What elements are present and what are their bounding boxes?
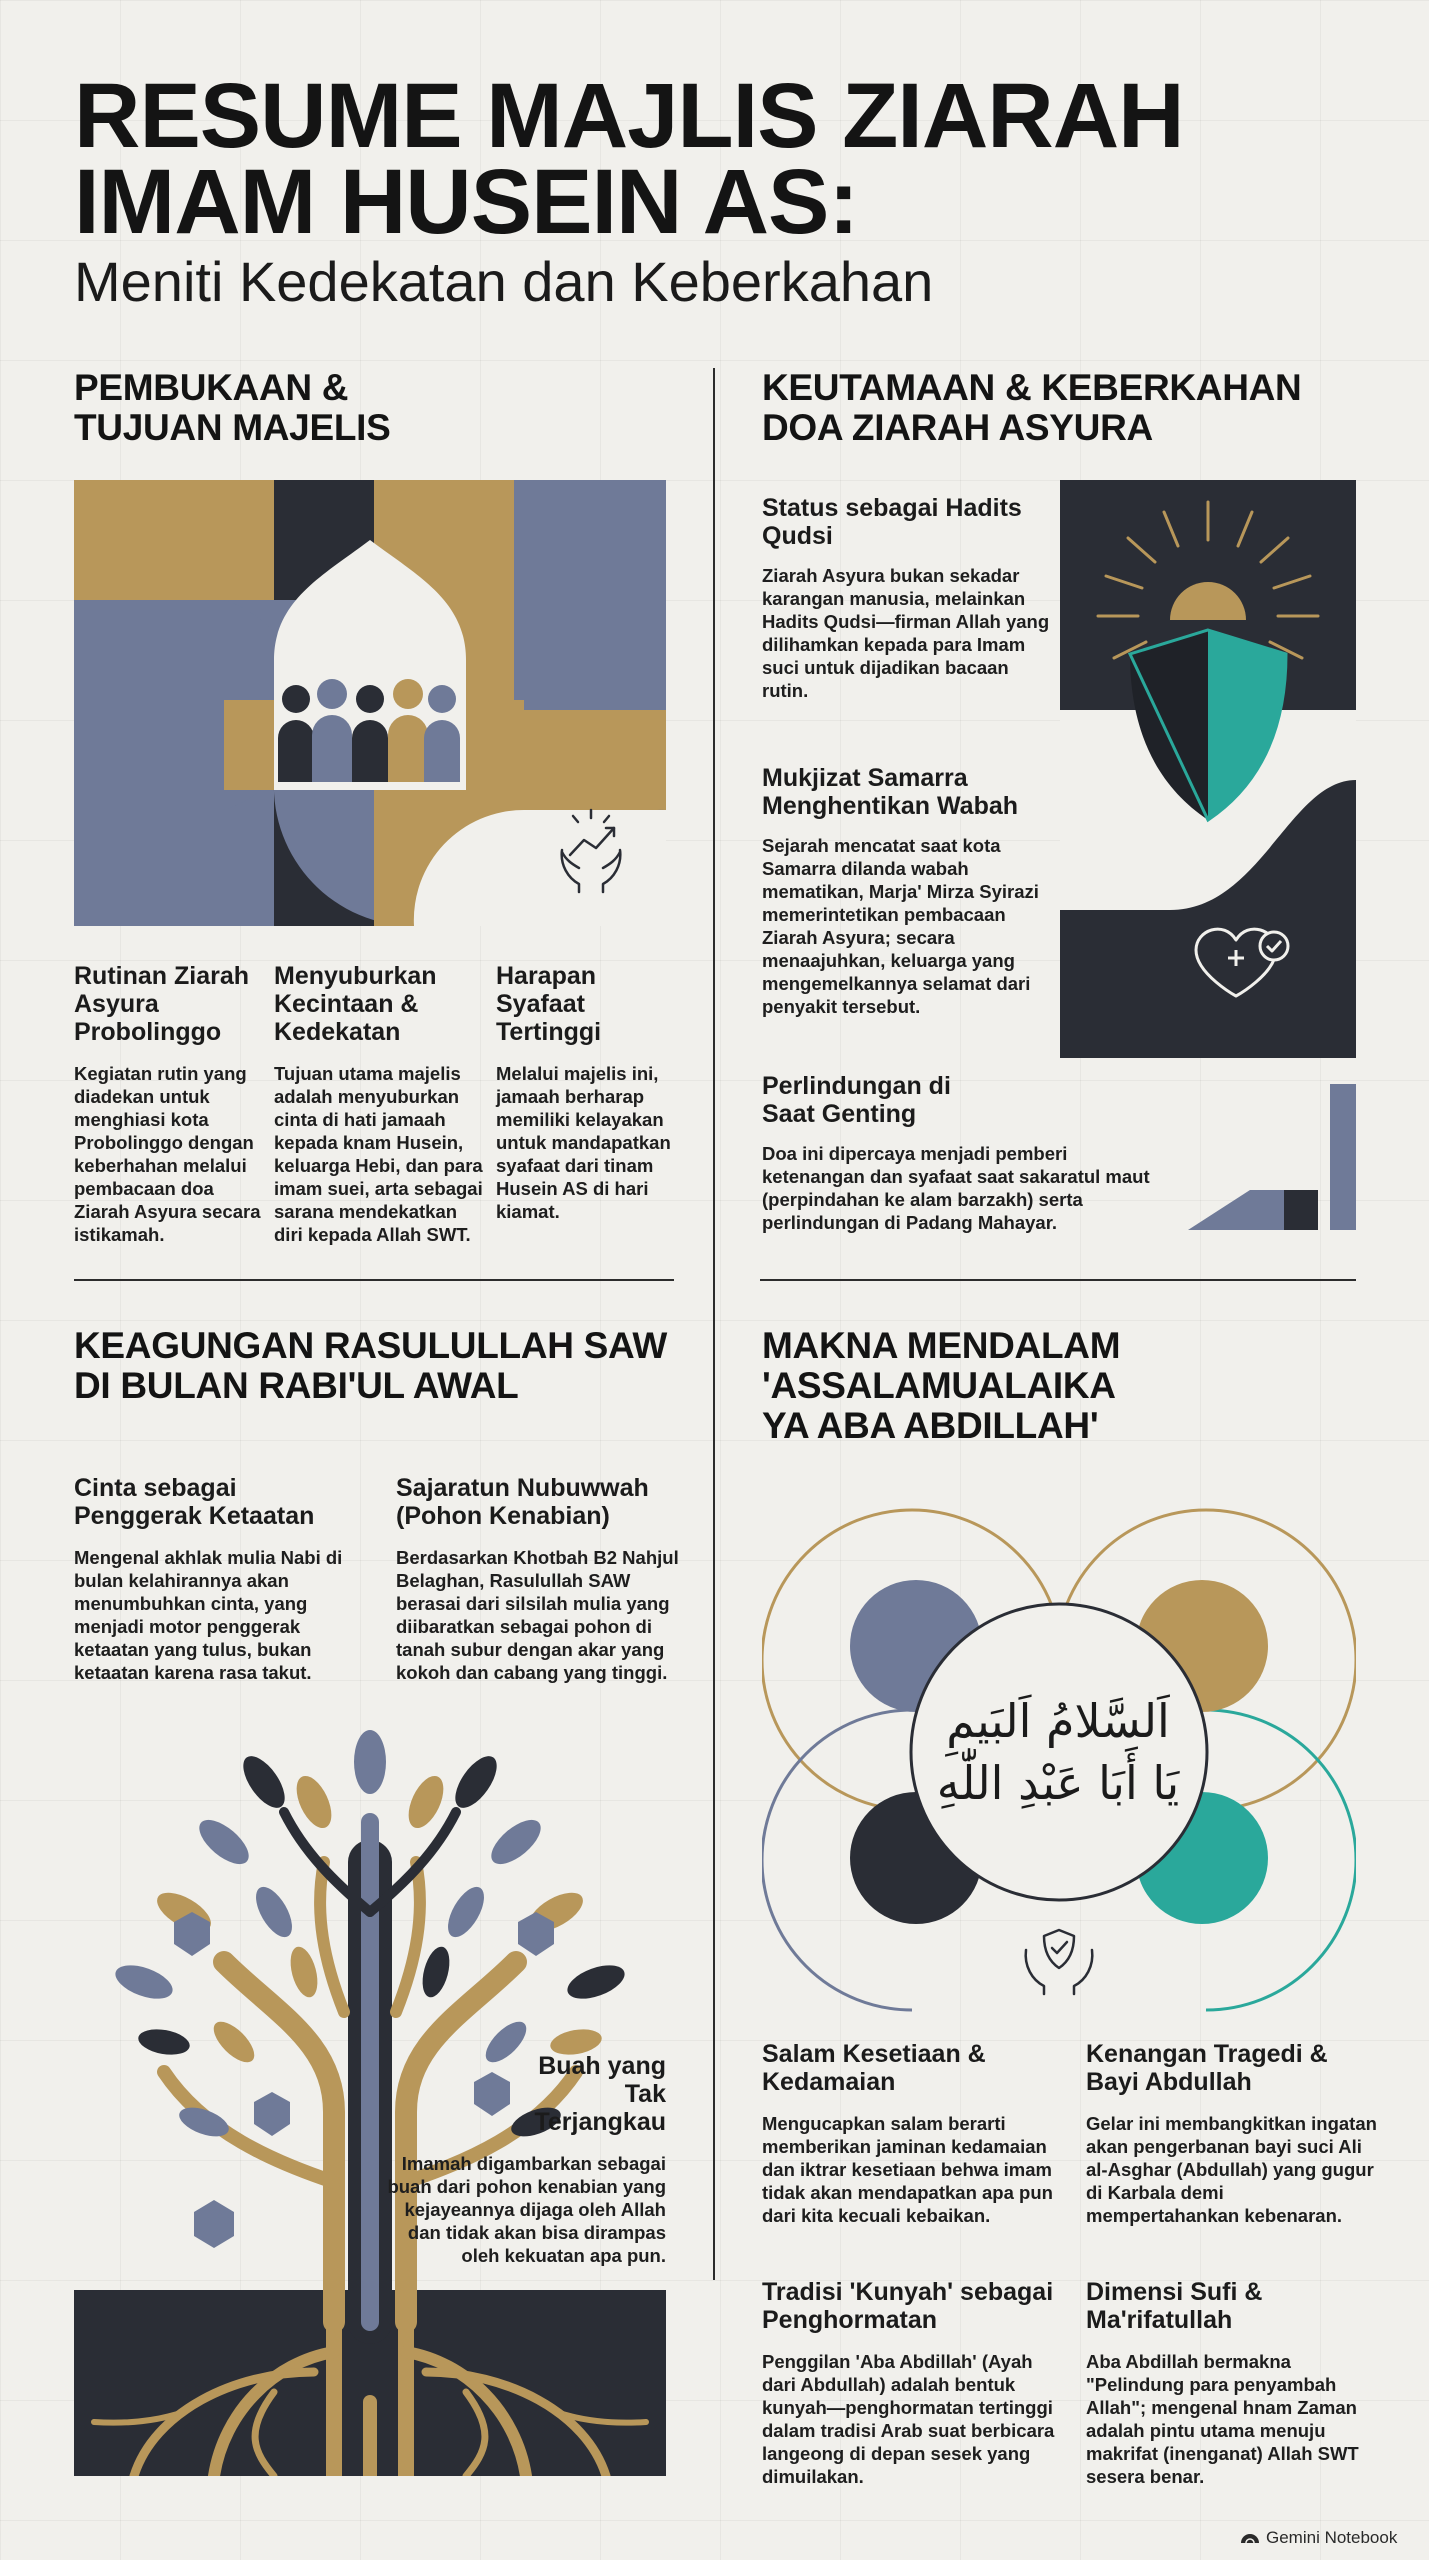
item-title: Kenangan Tragedi & Bayi Abdullah <box>1086 2040 1328 2096</box>
step-bars-icon <box>1188 1084 1356 1230</box>
arabic-salam <box>882 1690 1234 1814</box>
arabic-salam-line1: اَلسَّلامُ اَلبَيمِ <box>946 1694 1170 1748</box>
notebook-logo-icon <box>1240 2532 1260 2544</box>
item-body: Imamah digambarkan sebagai buah dari pohon kenabian yang kejayeannya dijaga oleh Allah dan tidak akan bisa dirampas oleh kekuatan apa pun. <box>387 2153 666 2266</box>
section-3-item-1 <box>74 1474 364 1684</box>
section-2-item-2 <box>762 764 1062 1018</box>
section-1-heading-line1: PEMBUKAAN & <box>74 367 349 408</box>
section-4-item-2 <box>1086 2040 1380 2227</box>
page-title-line2: IMAM HUSEIN AS: <box>74 151 859 253</box>
card-body: Melalui majelis ini, jamaah berharap memiliki kelayakan untuk mandapatkan syafaat dari tinam Husein AS di hari kiamat. <box>496 1063 671 1222</box>
section-3-heading-line2: DI BULAN RABI'UL AWAL <box>74 1365 519 1406</box>
section-1 <box>74 368 391 448</box>
section-2-item-1 <box>762 494 1052 702</box>
section-2 <box>762 368 1301 448</box>
item-body: Doa ini dipercaya menjadi pemberi ketenangan dan syafaat saat sakaratul maut (perpindahan ke alam barzakh) serta perlindungan di Padang Mahayar. <box>762 1143 1150 1233</box>
vertical-divider <box>713 368 715 2280</box>
item-body: Mengucapkan salam berarti memberikan jaminan kedamaian dan iktrar kesetiaan behwa imam tidak akan mendapatkan apa pun dari kita kecuali kebaikan. <box>762 2113 1053 2226</box>
section-4-heading-line3: YA ABA ABDILLAH' <box>762 1405 1099 1446</box>
hands-shield-icon <box>1026 1930 1093 1994</box>
item-title: Cinta sebagai Penggerak Ketaatan <box>74 1474 315 1530</box>
section-4 <box>762 1326 1120 1446</box>
item-title: Sajaratun Nubuwwah (Pohon Kenabian) <box>396 1474 649 1530</box>
card-title: Rutinan Ziarah Asyura Probolinggo <box>74 962 250 1046</box>
section-1-card-2 <box>274 962 488 1246</box>
section-4-item-1 <box>762 2040 1062 2227</box>
section-1-card-3 <box>496 962 686 1223</box>
item-body: Sejarah mencatat saat kota Samarra dilanda wabah mematikan, Marja' Mirza Syirazi memerintetikan pembacaan Ziarah Asyura; secara menaajuhkan, keluarga yang mengemelkannya selamat dari penyakit tersebut. <box>762 835 1039 1017</box>
page-subtitle: Meniti Kedekatan dan Keberkahan <box>74 250 934 313</box>
horizontal-divider-left <box>74 1279 674 1281</box>
section-4-heading-line2: 'ASSALAMUALAIKA <box>762 1365 1116 1406</box>
majelis-illustration <box>74 480 666 926</box>
item-title: Salam Kesetiaan & Kedamaian <box>762 2040 986 2096</box>
arabic-salam-line2: يَا أَبَا عَبْدِ اللّٰهِ <box>936 1756 1180 1810</box>
card-title: Menyuburkan Kecintaan & Kedekatan <box>274 962 437 1046</box>
section-4-item-4 <box>1086 2278 1380 2488</box>
section-2-heading-line2: DOA ZIARAH ASYURA <box>762 407 1153 448</box>
item-title: Perlindungan di Saat Genting <box>762 1072 951 1128</box>
section-3 <box>74 1326 667 1406</box>
item-body: Aba Abdillah bermakna "Pelindung para penyambah Allah"; mengenal hnam Zaman adalah pintu utama menuju makrifat (inenganat) Allah SWT sesera benar. <box>1086 2351 1359 2487</box>
people-icon <box>278 679 460 782</box>
item-title: Status sebagai Hadits Qudsi <box>762 494 1022 550</box>
section-2-heading-line1: KEUTAMAAN & KEBERKAHAN <box>762 367 1302 408</box>
section-3-item-2 <box>396 1474 688 1684</box>
footer-brand <box>1240 2528 1397 2548</box>
card-body: Tujuan utama majelis adalah menyuburkan cinta di hati jamaah kepada knam Husein, keluarga Hebi, dan para imam suei, arta sebagai sarana mendekatkan diri kepada Allah SWT. <box>274 1063 483 1245</box>
section-1-card-1 <box>74 962 264 1246</box>
footer-brand-label: Gemini Notebook <box>1266 2528 1398 2547</box>
page-title-line1: RESUME MAJLIS ZIARAH <box>74 65 1184 167</box>
section-3-heading-line1: KEAGUNGAN RASULULLAH SAW <box>74 1325 668 1366</box>
protection-illustration <box>1060 480 1356 1058</box>
item-title: Tradisi 'Kunyah' sebagai Penghormatan <box>762 2278 1054 2334</box>
item-body: Berdasarkan Khotbah B2 Nahjul Belaghan, Rasulullah SAW berasai dari silsilah mulia yang diibaratkan sebagai pohon di tanah subur dengan akar yang kokoh dan cabang yang tinggi. <box>396 1547 679 1683</box>
item-title: Dimensi Sufi & Ma'rifatullah <box>1086 2278 1263 2334</box>
horizontal-divider-right <box>760 1279 1356 1281</box>
section-3-item-3 <box>380 2052 666 2267</box>
section-4-heading-line1: MAKNA MENDALAM <box>762 1325 1121 1366</box>
section-1-heading-line2: TUJUAN MAJELIS <box>74 407 391 448</box>
item-title: Mukjizat Samarra Menghentikan Wabah <box>762 764 1019 820</box>
item-body: Ziarah Asyura bukan sekadar karangan manusia, melainkan Hadits Qudsi—firman Allah yang dilihamkan kepada para Imam suci untuk dijadikan bacaan rutin. <box>762 565 1050 701</box>
item-title: Buah yang Tak Terjangkau <box>534 2052 666 2136</box>
card-title: Harapan Syafaat Tertinggi <box>496 962 602 1046</box>
card-body: Kegiatan rutin yang diadekan untuk menghiasi kota Probolinggo dengan keberhahan melalui pembacaan doa Ziarah Asyura secara istikamah. <box>74 1063 261 1245</box>
section-2-item-3 <box>762 1072 1172 1234</box>
item-body: Gelar ini membangkitkan ingatan akan pengerbanan bayi suci Ali al-Asghar (Abdullah) yang gugur di Karbala demi mempertahankan kebenaran. <box>1086 2113 1377 2226</box>
item-body: Mengenal akhlak mulia Nabi di bulan kelahirannya akan menumbuhkan cinta, yang menjadi motor penggerak ketaatan yang tulus, bukan ketaatan karena rasa takut. <box>74 1547 343 1683</box>
section-4-item-3 <box>762 2278 1062 2488</box>
item-body: Penggilan 'Aba Abdillah' (Ayah dari Abdullah) adalah bentuk kunyah—penghormatan tertinggi dalam tradisi Arab suat berbicara langeong di depan sesek yang dimuilakan. <box>762 2351 1055 2487</box>
